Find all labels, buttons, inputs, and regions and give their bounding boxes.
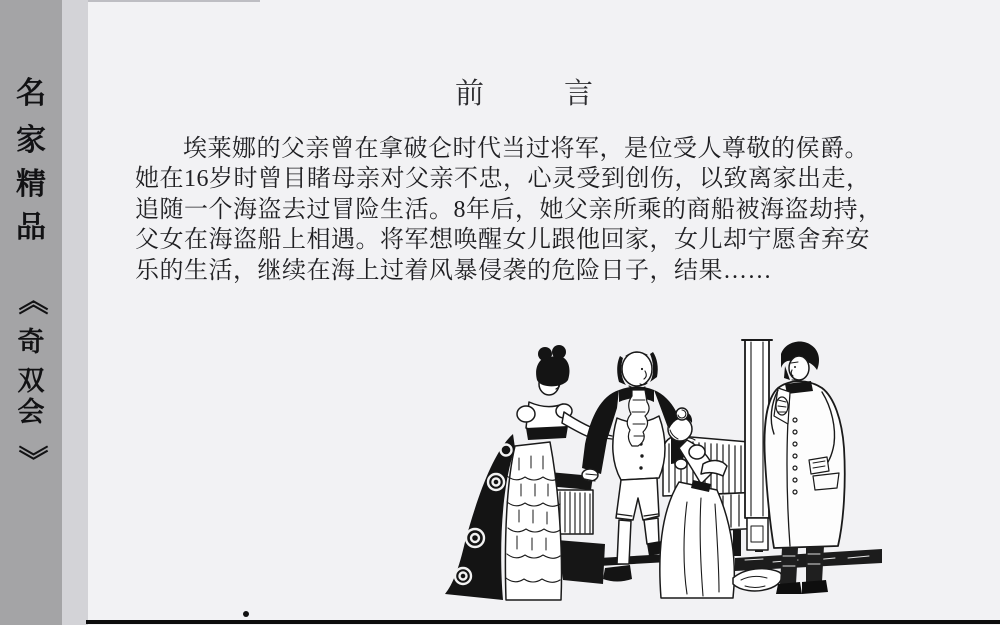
preface-line: 追随一个海盗去过冒险生活。8年后，她父亲所乘的商船被海盗劫持，	[135, 196, 883, 223]
bottom-rule	[86, 620, 1000, 624]
preface-illustration	[433, 330, 883, 620]
preface-line: 乐的生活，继续在海上过着风暴侵袭的危险日子，结果……	[135, 257, 772, 284]
sidebar-close-bracket: 》	[15, 445, 48, 475]
sidebar-open-bracket: 《	[15, 285, 48, 315]
preface-title	[455, 71, 594, 112]
ink-dot	[243, 611, 249, 617]
sidebar-char: 名	[16, 77, 46, 110]
sidebar-char: 品	[16, 211, 46, 244]
sidebar-char: 双	[17, 366, 45, 396]
floor-cloth	[733, 569, 782, 591]
preface-line: 她在16岁时曾目睹母亲对父亲不忠，心灵受到创伤，以致离家出走，	[135, 166, 871, 193]
sidebar-char: 奇	[17, 327, 45, 357]
sidebar-char: 家	[16, 124, 46, 157]
preface-line: 埃莱娜的父亲曾在拿破仑时代当过将军，是位受人尊敬的侯爵。	[183, 136, 869, 162]
preface-paragraph	[135, 134, 907, 286]
preface-line: 父女在海盗船上相遇。将军想唤醒女儿跟他回家，女儿却宁愿舍弃安	[135, 227, 870, 254]
spine-inner-strip	[62, 0, 88, 625]
sidebar-char: 精	[16, 168, 46, 201]
sidebar-char: 会	[17, 397, 45, 427]
preface-title-char: 言	[564, 78, 595, 110]
preface-title-char: 前	[455, 78, 486, 110]
